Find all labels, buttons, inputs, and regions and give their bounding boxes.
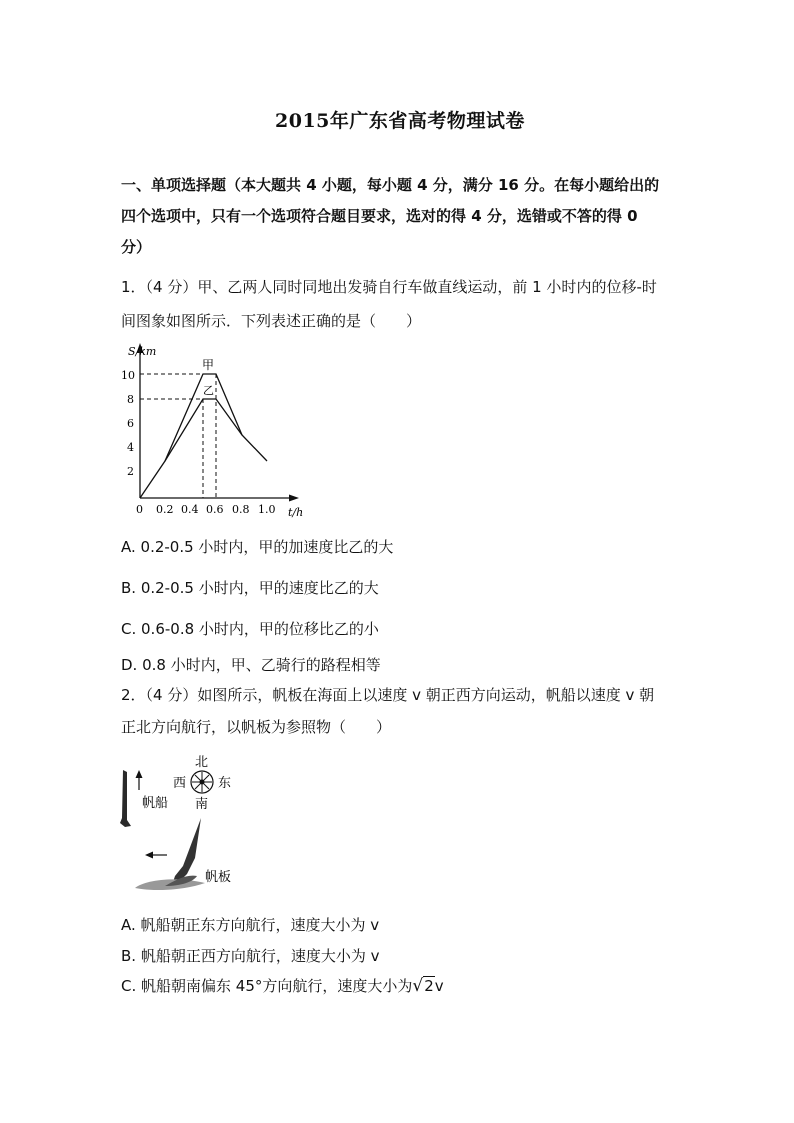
x-tick-label: 0.8 (232, 503, 250, 516)
north-arrow-head (136, 770, 143, 778)
page-title: 2015年广东省高考物理试卷 (275, 110, 525, 132)
y-tick-label: 8 (127, 393, 134, 406)
q1-option-d[interactable]: D. 0.8 小时内，甲、乙骑行的路程相等 (121, 656, 381, 674)
label-jia: 甲 (202, 358, 215, 372)
q1-option-a[interactable]: A. 0.2-0.5 小时内，甲的加速度比乙的大 (121, 538, 394, 556)
sqrt-symbol: √2 (412, 976, 434, 996)
x-axis-arrow (289, 495, 299, 502)
q2-option-b[interactable]: B. 帆船朝正西方向航行，速度大小为 v (121, 947, 380, 965)
x-tick-label: 0.4 (181, 503, 199, 516)
x-tick-label: 0.6 (206, 503, 224, 516)
question-1-line-1: 1．（4 分）甲、乙两人同时同地出发骑自行车做直线运动，前 1 小时内的位移-时 (121, 278, 657, 296)
y-tick-label: 10 (121, 369, 135, 382)
q2-option-a[interactable]: A. 帆船朝正东方向航行，速度大小为 v (121, 916, 380, 934)
q2-option-c-text: C. 帆船朝南偏东 45°方向航行，速度大小为 (121, 977, 413, 995)
question-2-line-1: 2．（4 分）如图所示，帆板在海面上以速度 v 朝正西方向运动，帆船以速度 v 朝 (121, 686, 655, 704)
x-tick-label: 0 (136, 503, 143, 516)
west-arrow-head (145, 852, 153, 859)
y-tick-label: 6 (127, 417, 134, 430)
question-2-line-2: 正北方向航行，以帆板为参照物（ ） (121, 718, 392, 736)
y-tick-label: 4 (127, 441, 134, 454)
compass-north: 北 (195, 755, 209, 770)
windsurfer-label: 帆板 (205, 870, 232, 885)
compass-west: 西 (173, 776, 187, 791)
sailboat-windsurfer-figure (115, 748, 250, 898)
x-tick-label: 1.0 (258, 503, 276, 516)
q1-option-c[interactable]: C. 0.6-0.8 小时内，甲的位移比乙的小 (121, 620, 379, 638)
sailboat-icon (120, 770, 131, 827)
section-line-2: 四个选项中，只有一个选项符合题目要求，选对的得 4 分，选错或不答的得 0 (121, 207, 638, 225)
windsurfer-icon (173, 818, 201, 882)
question-1-line-2: 间图象如图所示．下列表述正确的是（ ） (121, 312, 422, 330)
section-line-3: 分） (121, 238, 152, 256)
q1-option-b[interactable]: B. 0.2-0.5 小时内，甲的速度比乙的大 (121, 579, 379, 597)
sailboat-label: 帆船 (142, 796, 169, 811)
radicand: 2 (424, 977, 434, 995)
label-yi: 乙 (203, 384, 214, 397)
compass-south: 南 (195, 797, 209, 812)
section-line-1: 一、单项选择题（本大题共 4 小题，每小题 4 分，满分 16 分。在每小题给出的 (121, 176, 660, 194)
q2-option-c[interactable] (121, 975, 444, 996)
x-axis-label: t/h (288, 506, 304, 518)
displacement-time-graph (118, 338, 318, 518)
x-tick-label: 0.2 (156, 503, 174, 516)
q2-option-c-unit: v (434, 977, 444, 995)
y-tick-label: 2 (127, 465, 134, 478)
y-axis-label: S/km (128, 345, 157, 358)
compass-east: 东 (218, 776, 232, 791)
